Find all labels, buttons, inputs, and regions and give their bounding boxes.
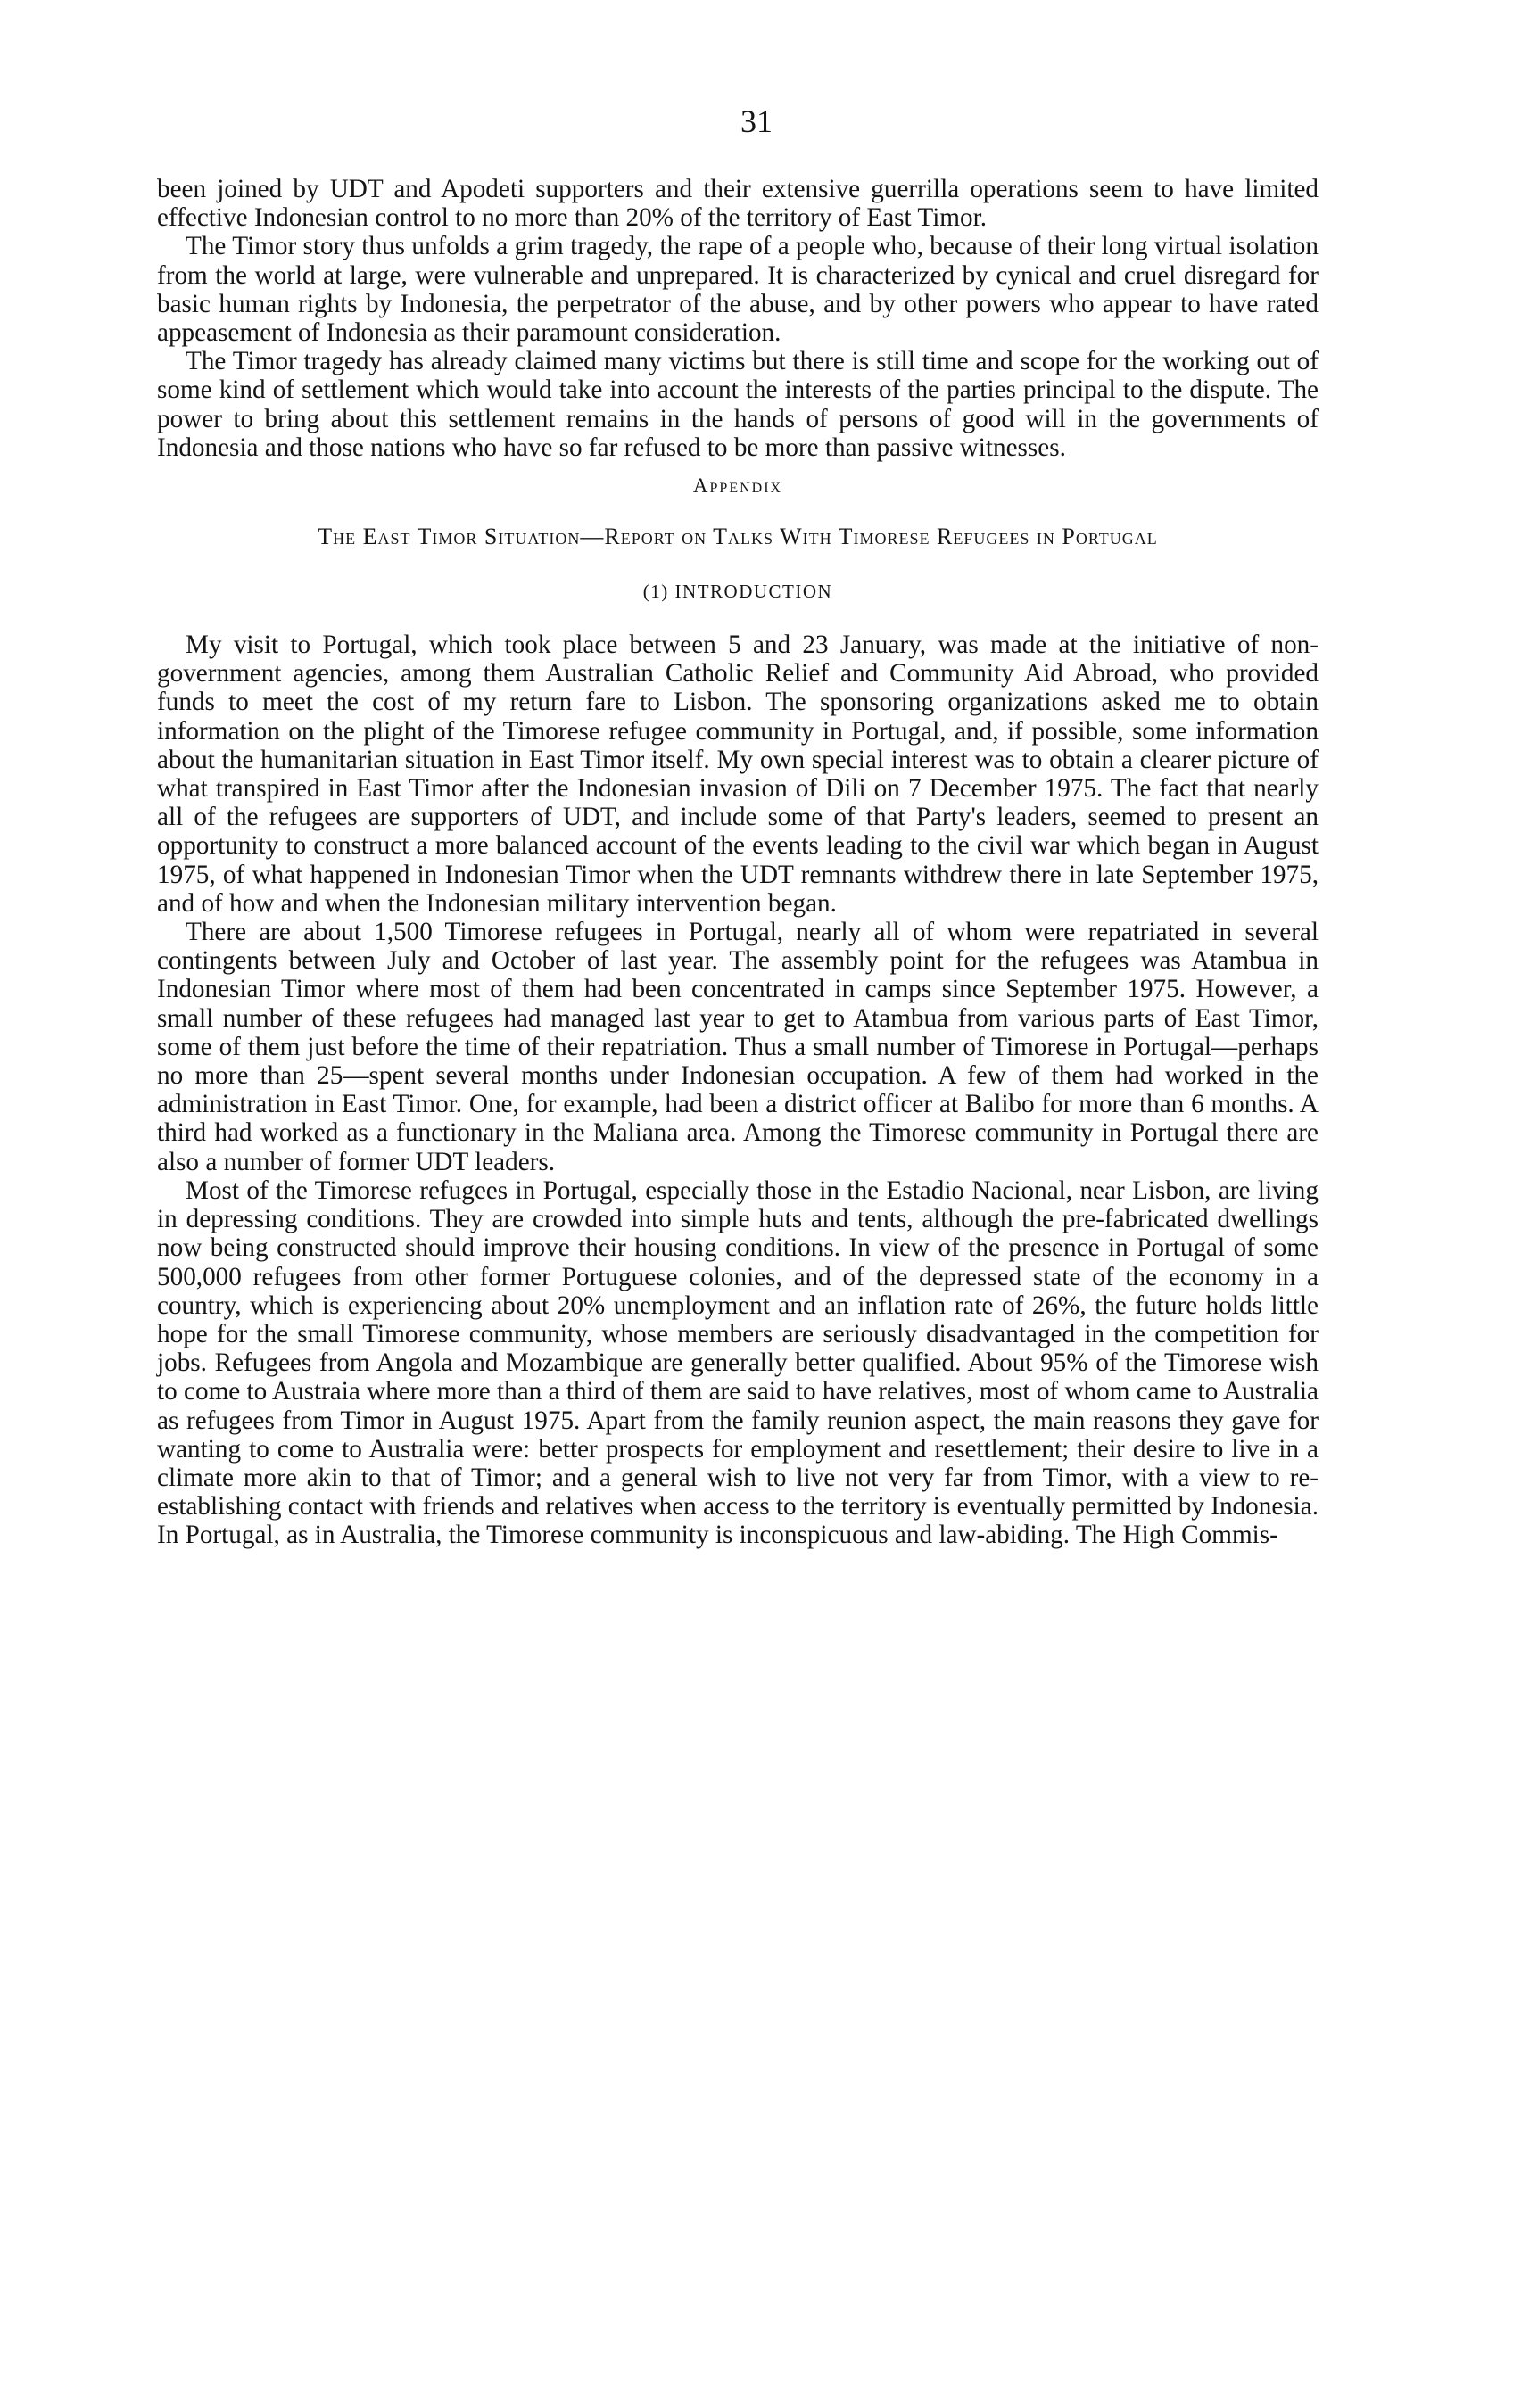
appendix-label: Appendix xyxy=(692,474,783,498)
appendix-title: The East Timor Situation—Report on Talks With Timorese Refugees in Portugal xyxy=(318,524,1158,550)
paragraph-refugee-numbers: There are about 1,500 Timorese refugees in Portugal, nearly all of whom were repatriated in several contingents between July and October of last year. The assembly point for the refugees was Atambua in Indonesian Timor where most of them had been concentrated in camps since September 1975. However, a small number of these refugees had managed last year to get to Atambua from various parts of East Timor, some of them just before the time of their repatriation. Thus a small number of Timorese in Portugal—perhaps no more than 25—spent several months under Indonesian occupation. A few of them had worked in the administration in East Timor. One, for example, had been a district officer at Balibo for more than 6 months. A third had worked as a functionary in the Maliana area. Among the Timorese community in Portugal there are also a number of former UDT leaders. xyxy=(157,918,1319,1176)
paragraph-living-conditions: Most of the Timorese refugees in Portugal, especially those in the Estadio Nacional, near Lisbon, are living in depressing conditions. They are crowded into simple huts and tents, although the pre-fabricated dwellings now being constructed should improve their housing conditions. In view of the presence in Portugal of some 500,000 refugees from other former Portuguese colonies, and of the depressed state of the economy in a country, which is experiencing about 20% unemployment and an inflation rate of 26%, the future holds little hope for the small Timorese community, whose members are seriously disadvantaged in the competition for jobs. Refugees from Angola and Mozambique are generally better qualified. About 95% of the Timorese wish to come to Austraia where more than a third of them are said to have relatives, most of whom came to Australia as refugees from Timor in August 1975. Apart from the family reunion aspect, the main reasons they gave for wanting to come to Australia were: better prospects for employment and resettlement; their desire to live in a climate more akin to that of Timor; and a general wish to live not very far from Timor, with a view to re-establishing contact with friends and relatives when access to the territory is eventually permitted by Indonesia. In Portugal, as in Australia, the Timorese community is inconspicuous and law-abiding. The High Commis- xyxy=(157,1175,1319,1550)
page-body xyxy=(157,175,1319,1550)
page-number: 31 xyxy=(740,103,773,139)
paragraph-visit-to-portugal: My visit to Portugal, which took place between 5 and 23 January, was made at the initiative of non-government agencies, among them Australian Catholic Relief and Community Aid Abroad, who provided funds to meet the cost of my return fare to Lisbon. The sponsoring organizations asked me to obtain information on the plight of the Timorese refugee community in Portugal, and, if possible, some information about the humanitarian situation in East Timor itself. My own special interest was to obtain a clearer picture of what transpired in East Timor after the Indonesian invasion of Dili on 7 December 1975. The fact that nearly all of the refugees are supporters of UDT, and include some of that Party's leaders, seemed to present an opportunity to construct a more balanced account of the events leading to the civil war which began in August 1975, of what happened in Indonesian Timor when the UDT remnants withdrew there in late September 1975, and of how and when the Indonesian military intervention began. xyxy=(157,631,1319,918)
paragraph-continued: been joined by UDT and Apodeti supporters and their extensive guerrilla operations seem to have limited effective Indonesian control to no more than 20% of the territory of East Timor. xyxy=(157,175,1319,233)
paragraph-timor-tragedy: The Timor tragedy has already claimed many victims but there is still time and scope for the working out of some kind of settlement which would take into account the interests of the parties principal to the dispute. The power to bring about this settlement remains in the hands of persons of good will in the governments of Indonesia and those nations who have so far refused to be more than passive witnesses. xyxy=(157,347,1319,462)
section-heading: (1) INTRODUCTION xyxy=(642,581,833,603)
paragraph-timor-story: The Timor story thus unfolds a grim tragedy, the rape of a people who, because of their long virtual isolation from the world at large, were vulnerable and unprepared. It is characterized by cynical and cruel disregard for basic human rights by Indonesia, the perpetrator of the abuse, and by other powers who appear to have rated appeasement of Indonesia as their paramount consideration. xyxy=(157,232,1319,348)
